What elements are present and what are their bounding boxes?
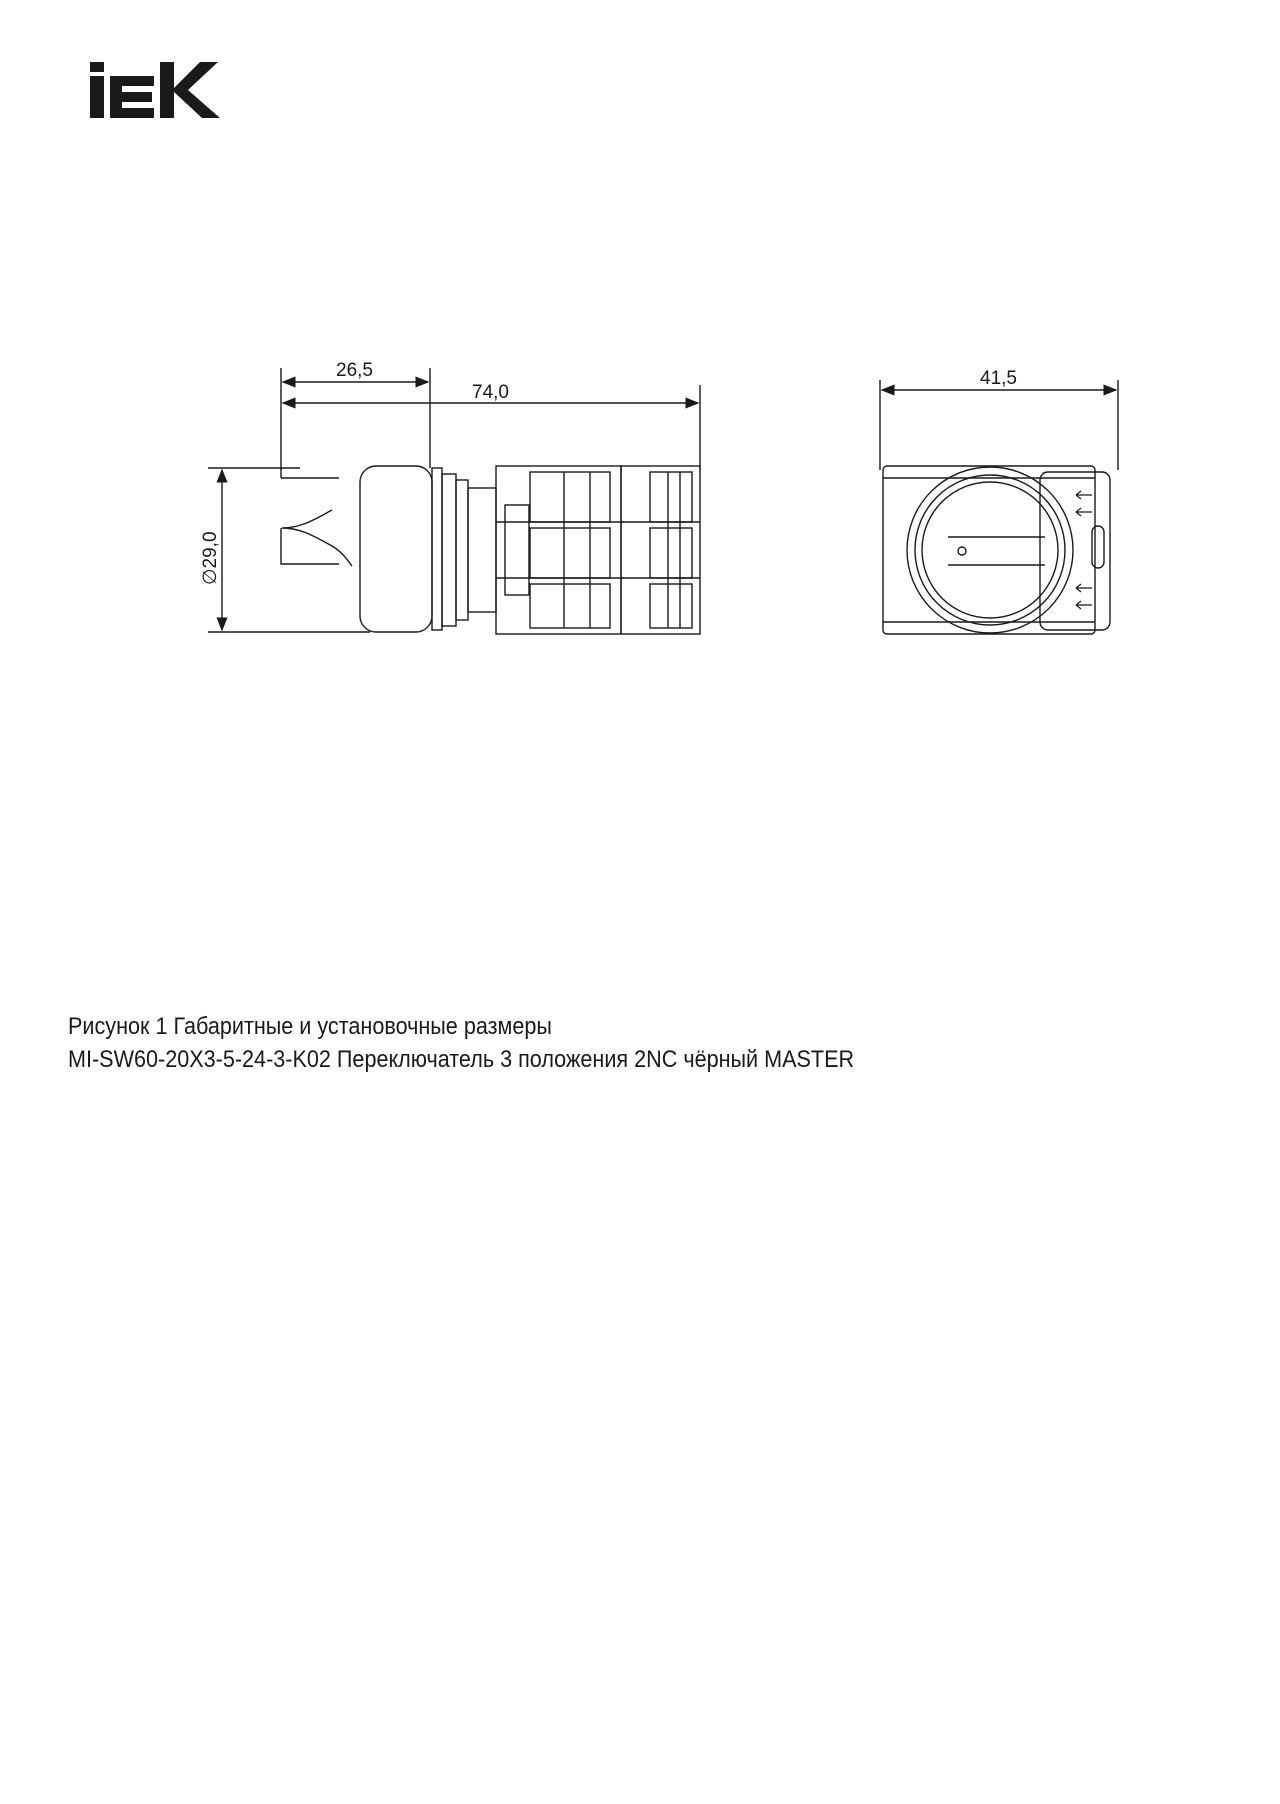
dimension-drawing [0, 0, 1280, 700]
dim-front-width: 41,5 [980, 368, 1017, 389]
dim-total-length: 74,0 [472, 382, 509, 403]
figure-caption [68, 1010, 854, 1076]
caption-line-2: MI-SW60-20X3-5-24-3-K02 Переключатель 3 положения 2NC чёрный MASTER [68, 1046, 855, 1073]
dim-diameter: ∅29,0 [200, 531, 221, 585]
dim-knob-length: 26,5 [336, 360, 373, 381]
caption-line-1: Рисунок 1 Габаритные и установочные размеры [68, 1013, 552, 1040]
